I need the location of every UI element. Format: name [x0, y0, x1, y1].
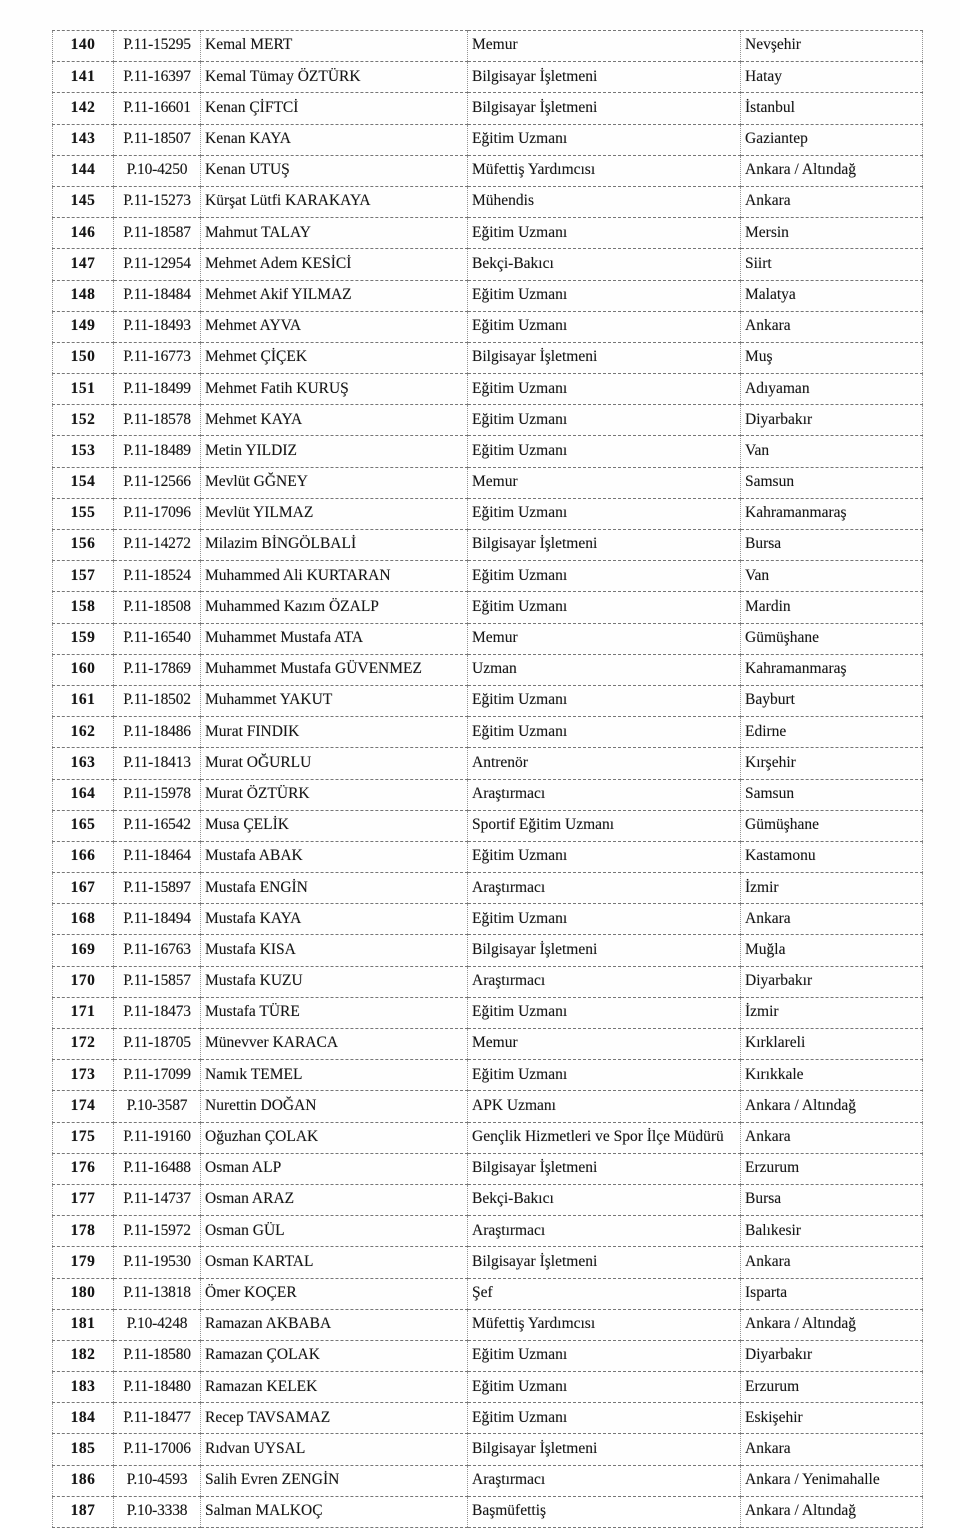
title-cell: Memur [468, 623, 741, 654]
row-number-cell: 142 [53, 93, 114, 124]
name-cell: Mehmet Adem KESİCİ [201, 249, 468, 280]
title-cell: Memur [468, 31, 741, 62]
registry-code-cell: P.11-15295 [114, 31, 201, 62]
table-row [53, 311, 923, 342]
city-cell: Ankara [741, 904, 923, 935]
city-cell: İzmir [741, 873, 923, 904]
table-row [53, 280, 923, 311]
title-cell: Antrenör [468, 748, 741, 779]
row-number-cell: 141 [53, 62, 114, 93]
title-cell: Araştırmacı [468, 1465, 741, 1496]
title-cell: Eğitim Uzmanı [468, 685, 741, 716]
title-cell: Gençlik Hizmetleri ve Spor İlçe Müdürü [468, 1122, 741, 1153]
registry-code-cell: P.10-4248 [114, 1309, 201, 1340]
city-cell: Malatya [741, 280, 923, 311]
city-cell: Bayburt [741, 685, 923, 716]
registry-code-cell: P.11-17096 [114, 498, 201, 529]
city-cell: Kahramanmaraş [741, 654, 923, 685]
city-cell: Eskişehir [741, 1403, 923, 1434]
name-cell: Murat FINDIK [201, 717, 468, 748]
table-row [53, 841, 923, 872]
title-cell: Eğitim Uzmanı [468, 592, 741, 623]
name-cell: Mahmut TALAY [201, 218, 468, 249]
row-number-cell: 173 [53, 1060, 114, 1091]
row-number-cell: 187 [53, 1496, 114, 1527]
row-number-cell: 150 [53, 342, 114, 373]
registry-code-cell: P.11-13818 [114, 1278, 201, 1309]
name-cell: Recep TAVSAMAZ [201, 1403, 468, 1434]
table-row [53, 623, 923, 654]
table-row [53, 218, 923, 249]
registry-code-cell: P.11-18705 [114, 1029, 201, 1060]
row-number-cell: 153 [53, 436, 114, 467]
registry-code-cell: P.11-16540 [114, 623, 201, 654]
name-cell: Salman MALKOÇ [201, 1496, 468, 1527]
name-cell: Metin YILDIZ [201, 436, 468, 467]
city-cell: Adıyaman [741, 374, 923, 405]
row-number-cell: 163 [53, 748, 114, 779]
row-number-cell: 161 [53, 685, 114, 716]
name-cell: Ömer KOÇER [201, 1278, 468, 1309]
title-cell: Araştırmacı [468, 966, 741, 997]
city-cell: İstanbul [741, 93, 923, 124]
name-cell: Kenan KAYA [201, 124, 468, 155]
table-row [53, 904, 923, 935]
table-row [53, 124, 923, 155]
table-row [53, 467, 923, 498]
title-cell: Bilgisayar İşletmeni [468, 935, 741, 966]
row-number-cell: 162 [53, 717, 114, 748]
title-cell: Eğitim Uzmanı [468, 1403, 741, 1434]
name-cell: Nurettin DOĞAN [201, 1091, 468, 1122]
city-cell: Erzurum [741, 1372, 923, 1403]
name-cell: Muhammet Mustafa ATA [201, 623, 468, 654]
row-number-cell: 178 [53, 1216, 114, 1247]
name-cell: Osman ALP [201, 1153, 468, 1184]
title-cell: Eğitim Uzmanı [468, 498, 741, 529]
city-cell: Ankara / Altındağ [741, 1309, 923, 1340]
city-cell: Kırıkkale [741, 1060, 923, 1091]
row-number-cell: 160 [53, 654, 114, 685]
registry-code-cell: P.11-18413 [114, 748, 201, 779]
city-cell: Diyarbakır [741, 405, 923, 436]
table-row [53, 249, 923, 280]
title-cell: Uzman [468, 654, 741, 685]
title-cell: Memur [468, 467, 741, 498]
table-row [53, 873, 923, 904]
registry-code-cell: P.11-19160 [114, 1122, 201, 1153]
registry-code-cell: P.11-19530 [114, 1247, 201, 1278]
name-cell: Mustafa ENGİN [201, 873, 468, 904]
table-row [53, 1091, 923, 1122]
row-number-cell: 152 [53, 405, 114, 436]
table-row [53, 405, 923, 436]
registry-code-cell: P.11-18477 [114, 1403, 201, 1434]
name-cell: Mustafa KUZU [201, 966, 468, 997]
city-cell: Ankara [741, 1434, 923, 1465]
registry-code-cell: P.11-18486 [114, 717, 201, 748]
row-number-cell: 186 [53, 1465, 114, 1496]
title-cell: Bilgisayar İşletmeni [468, 93, 741, 124]
registry-code-cell: P.11-12954 [114, 249, 201, 280]
table-row [53, 654, 923, 685]
name-cell: Osman GÜL [201, 1216, 468, 1247]
title-cell: Eğitim Uzmanı [468, 561, 741, 592]
table-row [53, 717, 923, 748]
name-cell: Mehmet KAYA [201, 405, 468, 436]
table-row [53, 935, 923, 966]
city-cell: Ankara [741, 1247, 923, 1278]
name-cell: Kenan ÇİFTCİ [201, 93, 468, 124]
name-cell: Kürşat Lütfi KARAKAYA [201, 186, 468, 217]
name-cell: Mustafa ABAK [201, 841, 468, 872]
registry-code-cell: P.11-16542 [114, 810, 201, 841]
title-cell: Eğitim Uzmanı [468, 997, 741, 1028]
personnel-list-table [52, 30, 923, 1528]
table-row [53, 374, 923, 405]
name-cell: Kemal Tümay ÖZTÜRK [201, 62, 468, 93]
table-row [53, 1309, 923, 1340]
table-row [53, 31, 923, 62]
table-row [53, 1153, 923, 1184]
title-cell: Bilgisayar İşletmeni [468, 62, 741, 93]
city-cell: Isparta [741, 1278, 923, 1309]
city-cell: Ankara / Altındağ [741, 155, 923, 186]
city-cell: Bursa [741, 530, 923, 561]
row-number-cell: 157 [53, 561, 114, 592]
name-cell: Milazim BİNGÖLBALİ [201, 530, 468, 561]
title-cell: Bilgisayar İşletmeni [468, 342, 741, 373]
title-cell: Sportif Eğitim Uzmanı [468, 810, 741, 841]
title-cell: Eğitim Uzmanı [468, 280, 741, 311]
city-cell: Gümüşhane [741, 623, 923, 654]
registry-code-cell: P.11-12566 [114, 467, 201, 498]
registry-code-cell: P.10-3338 [114, 1496, 201, 1527]
registry-code-cell: P.11-18502 [114, 685, 201, 716]
table-row [53, 779, 923, 810]
title-cell: Eğitim Uzmanı [468, 374, 741, 405]
name-cell: Mehmet Fatih KURUŞ [201, 374, 468, 405]
title-cell: Eğitim Uzmanı [468, 717, 741, 748]
table-row [53, 1340, 923, 1371]
registry-code-cell: P.11-16763 [114, 935, 201, 966]
city-cell: Samsun [741, 779, 923, 810]
registry-code-cell: P.11-16397 [114, 62, 201, 93]
city-cell: Kastamonu [741, 841, 923, 872]
title-cell: Eğitim Uzmanı [468, 1372, 741, 1403]
table-row [53, 1372, 923, 1403]
city-cell: Mardin [741, 592, 923, 623]
row-number-cell: 168 [53, 904, 114, 935]
city-cell: Van [741, 436, 923, 467]
title-cell: Araştırmacı [468, 873, 741, 904]
row-number-cell: 151 [53, 374, 114, 405]
name-cell: Ramazan AKBABA [201, 1309, 468, 1340]
city-cell: Balıkesir [741, 1216, 923, 1247]
city-cell: Ankara / Altındağ [741, 1091, 923, 1122]
registry-code-cell: P.11-15273 [114, 186, 201, 217]
registry-code-cell: P.11-18484 [114, 280, 201, 311]
name-cell: Ramazan KELEK [201, 1372, 468, 1403]
row-number-cell: 184 [53, 1403, 114, 1434]
row-number-cell: 149 [53, 311, 114, 342]
city-cell: Diyarbakır [741, 1340, 923, 1371]
row-number-cell: 179 [53, 1247, 114, 1278]
table-row [53, 93, 923, 124]
city-cell: Nevşehir [741, 31, 923, 62]
registry-code-cell: P.11-16488 [114, 1153, 201, 1184]
city-cell: Gaziantep [741, 124, 923, 155]
city-cell: Hatay [741, 62, 923, 93]
registry-code-cell: P.11-18480 [114, 1372, 201, 1403]
table-row [53, 1184, 923, 1215]
registry-code-cell: P.11-18578 [114, 405, 201, 436]
name-cell: Murat ÖZTÜRK [201, 779, 468, 810]
row-number-cell: 165 [53, 810, 114, 841]
name-cell: Musa ÇELİK [201, 810, 468, 841]
title-cell: Araştırmacı [468, 1216, 741, 1247]
registry-code-cell: P.11-14272 [114, 530, 201, 561]
name-cell: Mustafa KISA [201, 935, 468, 966]
row-number-cell: 170 [53, 966, 114, 997]
city-cell: Samsun [741, 467, 923, 498]
city-cell: Van [741, 561, 923, 592]
city-cell: Kırklareli [741, 1029, 923, 1060]
row-number-cell: 146 [53, 218, 114, 249]
title-cell: Eğitim Uzmanı [468, 218, 741, 249]
title-cell: Eğitim Uzmanı [468, 124, 741, 155]
title-cell: Eğitim Uzmanı [468, 1340, 741, 1371]
registry-code-cell: P.11-16773 [114, 342, 201, 373]
name-cell: Salih Evren ZENGİN [201, 1465, 468, 1496]
registry-code-cell: P.11-15972 [114, 1216, 201, 1247]
name-cell: Mehmet ÇİÇEK [201, 342, 468, 373]
city-cell: Mersin [741, 218, 923, 249]
row-number-cell: 147 [53, 249, 114, 280]
table-row [53, 1278, 923, 1309]
registry-code-cell: P.11-18494 [114, 904, 201, 935]
city-cell: Siirt [741, 249, 923, 280]
table-row [53, 561, 923, 592]
registry-code-cell: P.11-18587 [114, 218, 201, 249]
registry-code-cell: P.10-3587 [114, 1091, 201, 1122]
table-row [53, 155, 923, 186]
title-cell: Müfettiş Yardımcısı [468, 1309, 741, 1340]
city-cell: Ankara / Altındağ [741, 1496, 923, 1527]
row-number-cell: 182 [53, 1340, 114, 1371]
registry-code-cell: P.10-4250 [114, 155, 201, 186]
title-cell: Başmüfettiş [468, 1496, 741, 1527]
city-cell: Edirne [741, 717, 923, 748]
row-number-cell: 177 [53, 1184, 114, 1215]
table-row [53, 1496, 923, 1527]
name-cell: Muhammet Mustafa GÜVENMEZ [201, 654, 468, 685]
registry-code-cell: P.11-18508 [114, 592, 201, 623]
table-row [53, 62, 923, 93]
table-row [53, 1465, 923, 1496]
table-row [53, 436, 923, 467]
name-cell: Münevver KARACA [201, 1029, 468, 1060]
city-cell: Gümüşhane [741, 810, 923, 841]
row-number-cell: 156 [53, 530, 114, 561]
title-cell: Şef [468, 1278, 741, 1309]
table-row [53, 1434, 923, 1465]
row-number-cell: 174 [53, 1091, 114, 1122]
name-cell: Mustafa KAYA [201, 904, 468, 935]
name-cell: Muhammet YAKUT [201, 685, 468, 716]
city-cell: Ankara [741, 311, 923, 342]
title-cell: Bilgisayar İşletmeni [468, 1434, 741, 1465]
registry-code-cell: P.11-16601 [114, 93, 201, 124]
city-cell: Kırşehir [741, 748, 923, 779]
name-cell: Muhammed Ali KURTARAN [201, 561, 468, 592]
table-row [53, 997, 923, 1028]
row-number-cell: 169 [53, 935, 114, 966]
name-cell: Namık TEMEL [201, 1060, 468, 1091]
row-number-cell: 140 [53, 31, 114, 62]
row-number-cell: 171 [53, 997, 114, 1028]
table-row [53, 1029, 923, 1060]
row-number-cell: 175 [53, 1122, 114, 1153]
row-number-cell: 144 [53, 155, 114, 186]
name-cell: Osman ARAZ [201, 1184, 468, 1215]
table-row [53, 1216, 923, 1247]
title-cell: Bekçi-Bakıcı [468, 249, 741, 280]
name-cell: Mevlüt YILMAZ [201, 498, 468, 529]
city-cell: Ankara [741, 186, 923, 217]
city-cell: Ankara / Yenimahalle [741, 1465, 923, 1496]
city-cell: Diyarbakır [741, 966, 923, 997]
name-cell: Murat OĞURLU [201, 748, 468, 779]
registry-code-cell: P.11-18464 [114, 841, 201, 872]
title-cell: Eğitim Uzmanı [468, 405, 741, 436]
personnel-list-body [53, 31, 923, 1528]
name-cell: Kemal MERT [201, 31, 468, 62]
row-number-cell: 143 [53, 124, 114, 155]
registry-code-cell: P.11-18493 [114, 311, 201, 342]
name-cell: Oğuzhan ÇOLAK [201, 1122, 468, 1153]
name-cell: Rıdvan UYSAL [201, 1434, 468, 1465]
registry-code-cell: P.11-18499 [114, 374, 201, 405]
row-number-cell: 154 [53, 467, 114, 498]
title-cell: Eğitim Uzmanı [468, 904, 741, 935]
row-number-cell: 172 [53, 1029, 114, 1060]
row-number-cell: 180 [53, 1278, 114, 1309]
table-row [53, 186, 923, 217]
registry-code-cell: P.11-18489 [114, 436, 201, 467]
registry-code-cell: P.11-17869 [114, 654, 201, 685]
name-cell: Osman KARTAL [201, 1247, 468, 1278]
registry-code-cell: P.11-14737 [114, 1184, 201, 1215]
table-row [53, 592, 923, 623]
row-number-cell: 181 [53, 1309, 114, 1340]
city-cell: Muş [741, 342, 923, 373]
row-number-cell: 185 [53, 1434, 114, 1465]
registry-code-cell: P.11-18473 [114, 997, 201, 1028]
row-number-cell: 159 [53, 623, 114, 654]
name-cell: Mehmet AYVA [201, 311, 468, 342]
name-cell: Mevlüt GĞNEY [201, 467, 468, 498]
row-number-cell: 183 [53, 1372, 114, 1403]
name-cell: Kenan UTUŞ [201, 155, 468, 186]
table-row [53, 748, 923, 779]
row-number-cell: 166 [53, 841, 114, 872]
registry-code-cell: P.11-15857 [114, 966, 201, 997]
registry-code-cell: P.11-15897 [114, 873, 201, 904]
name-cell: Mehmet Akif YILMAZ [201, 280, 468, 311]
title-cell: Müfettiş Yardımcısı [468, 155, 741, 186]
row-number-cell: 145 [53, 186, 114, 217]
title-cell: Memur [468, 1029, 741, 1060]
table-row [53, 1403, 923, 1434]
title-cell: Araştırmacı [468, 779, 741, 810]
row-number-cell: 158 [53, 592, 114, 623]
table-row [53, 1247, 923, 1278]
registry-code-cell: P.11-18507 [114, 124, 201, 155]
row-number-cell: 164 [53, 779, 114, 810]
registry-code-cell: P.10-4593 [114, 1465, 201, 1496]
name-cell: Mustafa TÜRE [201, 997, 468, 1028]
table-row [53, 966, 923, 997]
title-cell: Bilgisayar İşletmeni [468, 1247, 741, 1278]
table-row [53, 1060, 923, 1091]
title-cell: Eğitim Uzmanı [468, 1060, 741, 1091]
name-cell: Ramazan ÇOLAK [201, 1340, 468, 1371]
city-cell: Erzurum [741, 1153, 923, 1184]
registry-code-cell: P.11-17099 [114, 1060, 201, 1091]
row-number-cell: 176 [53, 1153, 114, 1184]
table-row [53, 810, 923, 841]
registry-code-cell: P.11-18524 [114, 561, 201, 592]
title-cell: Bilgisayar İşletmeni [468, 530, 741, 561]
title-cell: Eğitim Uzmanı [468, 311, 741, 342]
registry-code-cell: P.11-18580 [114, 1340, 201, 1371]
table-row [53, 530, 923, 561]
city-cell: İzmir [741, 997, 923, 1028]
city-cell: Ankara [741, 1122, 923, 1153]
row-number-cell: 155 [53, 498, 114, 529]
city-cell: Kahramanmaraş [741, 498, 923, 529]
table-row [53, 498, 923, 529]
name-cell: Muhammed Kazım ÖZALP [201, 592, 468, 623]
city-cell: Muğla [741, 935, 923, 966]
table-row [53, 1122, 923, 1153]
row-number-cell: 148 [53, 280, 114, 311]
title-cell: Bekçi-Bakıcı [468, 1184, 741, 1215]
title-cell: Eğitim Uzmanı [468, 436, 741, 467]
registry-code-cell: P.11-17006 [114, 1434, 201, 1465]
registry-code-cell: P.11-15978 [114, 779, 201, 810]
title-cell: Mühendis [468, 186, 741, 217]
city-cell: Bursa [741, 1184, 923, 1215]
title-cell: Bilgisayar İşletmeni [468, 1153, 741, 1184]
row-number-cell: 167 [53, 873, 114, 904]
title-cell: APK Uzmanı [468, 1091, 741, 1122]
title-cell: Eğitim Uzmanı [468, 841, 741, 872]
table-row [53, 342, 923, 373]
table-row [53, 685, 923, 716]
